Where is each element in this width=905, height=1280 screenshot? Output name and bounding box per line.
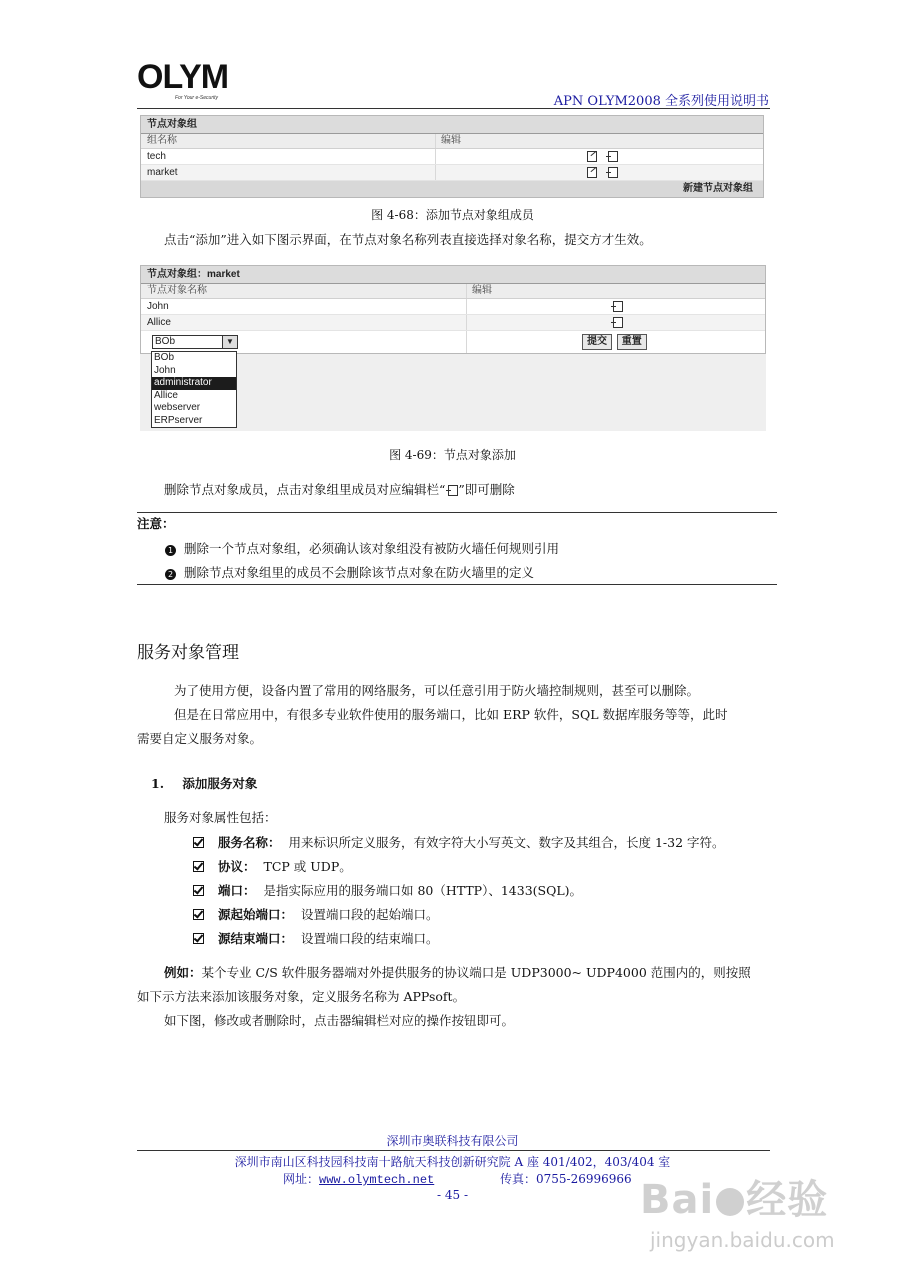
note-item [165,540,559,558]
note-top-rule [137,512,777,513]
example-text: 某个专业 C/S 软件服务器端对外提供服务的协议端口是 UDP3000~ UDP4000 范围内的，则按照 [201,965,751,980]
document-title: APN OLYM2008 全系列使用说明书 [553,94,769,109]
delete-icon[interactable] [613,301,623,312]
note-bottom-rule [137,584,777,585]
dropdown-option[interactable]: ERPserver [154,414,203,426]
attribute-label: 服务名称： [218,835,281,850]
column-header-group-name: 组名称 [147,135,177,146]
add-member-row [141,331,765,353]
dropdown-option-selected[interactable]: administrator [152,377,236,390]
checkbox-checked-icon [193,837,204,848]
attribute-description: 设置端口段的结束端口。 [301,931,439,946]
table-header [141,284,765,299]
number-bullet-icon: 1 [165,545,176,556]
column-divider [435,165,436,180]
column-header-object-name: 节点对象名称 [147,285,207,296]
select-value: BOb [155,336,176,347]
example-label: 例如： [164,965,202,980]
figure-caption-4-69: 图 4-69：节点对象添加 [389,448,516,462]
checkbox-checked-icon [193,861,204,872]
paragraph-add-instructions: 点击“添加”进入如下图示界面，在节点对象名称列表直接选择对象名称，提交方才生效。 [164,232,652,247]
delete-icon[interactable] [608,151,618,162]
delete-icon [448,485,458,496]
watermark-url: jingyan.baidu.com [650,1228,835,1252]
footer-fax: 传真：0755-26996966 [500,1172,632,1186]
attribute-item [193,834,725,852]
checkbox-checked-icon [193,933,204,944]
attribute-intro: 服务对象属性包括： [164,810,277,825]
attribute-item [193,906,439,924]
website-label: 网址： [283,1172,320,1186]
checkbox-checked-icon [193,885,204,896]
number-bullet-icon: 2 [165,569,176,580]
attribute-label: 协议： [218,859,256,874]
attribute-description: TCP 或 UDP。 [263,859,352,874]
node-object-member-panel [140,265,766,431]
attribute-item [193,882,582,900]
attribute-label: 源结束端口： [218,931,294,946]
attribute-description: 设置端口段的起始端口。 [301,907,439,922]
section-heading: 服务对象管理 [137,643,239,663]
checkbox-checked-icon [193,909,204,920]
group-name-cell: market [147,167,178,178]
note-item [165,564,534,582]
table-row [141,299,765,315]
footer-address: 深圳市南山区科技园科技南十路航天科技创新研究院 A 座 401/402，403/404 室 [234,1155,671,1169]
table-row [141,149,763,165]
table-row [141,165,763,181]
column-divider [466,284,467,298]
attribute-label: 端口： [218,883,256,898]
dropdown-option[interactable]: webserver [154,402,201,413]
object-name-cell: John [147,301,169,312]
table-row [141,315,765,331]
column-header-edit: 编辑 [472,285,492,296]
note-item-text: 删除节点对象组里的成员不会删除该节点对象在防火墙里的定义 [184,565,535,580]
paragraph-continuation: 需要自定义服务对象。 [137,731,263,746]
subsection-number: 1. [151,776,165,791]
paw-icon [716,1188,744,1216]
column-divider [466,315,467,330]
page-number: - 45 - [436,1188,468,1202]
chevron-down-icon[interactable]: ▼ [222,336,237,348]
baidu-jingyan-watermark [620,1168,880,1268]
node-object-group-table [140,115,764,198]
edit-actions [587,165,618,180]
footer-website [283,1170,434,1187]
edit-icon[interactable] [587,151,597,162]
attribute-item [193,930,439,948]
watermark-brand: Bai [640,1177,715,1223]
text-after-icon: ”即可删除 [458,482,515,497]
figure-caption-4-68: 图 4-68：添加节点对象组成员 [371,208,534,222]
attribute-description: 是指实际应用的服务端口如 80（HTTP）、1433(SQL)。 [263,883,583,898]
edit-actions [587,149,618,164]
table-header [141,134,763,149]
column-divider [435,149,436,164]
object-name-select[interactable] [152,335,238,349]
subsection-title: 添加服务对象 [182,776,258,791]
olym-logo: OLYM [137,58,229,96]
table-title: 节点对象组 [141,116,763,134]
paragraph: 为了使用方便，设备内置了常用的网络服务，可以任意引用于防火墙控制规则，甚至可以删除。 [174,683,700,698]
column-divider [466,299,467,314]
example-paragraph [164,964,751,982]
note-title: 注意： [137,516,175,531]
note-item-text: 删除一个节点对象组，必须确认该对象组没有被防火墙任何规则引用 [184,541,560,556]
example-paragraph-continuation: 如下示方法来添加该服务对象，定义服务名称为 APPsoft。 [137,989,466,1004]
logo-tagline: For Your e-Security [175,95,218,101]
paragraph: 但是在日常应用中，有很多专业软件使用的服务端口，比如 ERP 软件，SQL 数据库服务等等，此时 [174,707,728,722]
attribute-label: 源起始端口： [218,907,294,922]
delete-icon[interactable] [608,167,618,178]
attribute-description: 用来标识所定义服务，有效字符大小写英文、数字及其组合，长度 1-32 字符。 [288,835,725,850]
watermark-brand-end: 经验 [746,1177,829,1223]
object-name-cell: Allice [147,317,171,328]
paragraph-delete-instructions [164,481,515,499]
dropdown-option[interactable]: Allice [154,389,178,401]
footer-company: 深圳市奥联科技有限公司 [386,1134,519,1148]
delete-icon[interactable] [613,317,623,328]
new-node-object-group-link[interactable]: 新建节点对象组 [141,181,763,197]
object-name-dropdown [151,351,237,428]
attribute-item [193,858,352,876]
subsection-heading [151,775,257,793]
group-name-cell: tech [147,151,166,162]
website-link[interactable]: www.olymtech.net [319,1173,435,1187]
paragraph: 如下图，修改或者删除时，点击器编辑栏对应的操作按钮即可。 [164,1013,515,1028]
dropdown-option[interactable]: John [154,364,176,376]
edit-icon[interactable] [587,167,597,178]
table-title: 节点对象组：market [141,266,765,284]
footer-divider [137,1150,770,1151]
column-header-edit: 编辑 [441,135,461,146]
text-before-icon: 删除节点对象成员，点击对象组里成员对应编辑栏“ [164,482,446,497]
dropdown-option[interactable]: BOb [154,352,175,363]
submit-button[interactable]: 提交 [582,334,612,350]
column-divider [466,331,467,353]
column-divider [435,134,436,148]
reset-button[interactable]: 重置 [617,334,647,350]
header-divider [137,108,770,109]
